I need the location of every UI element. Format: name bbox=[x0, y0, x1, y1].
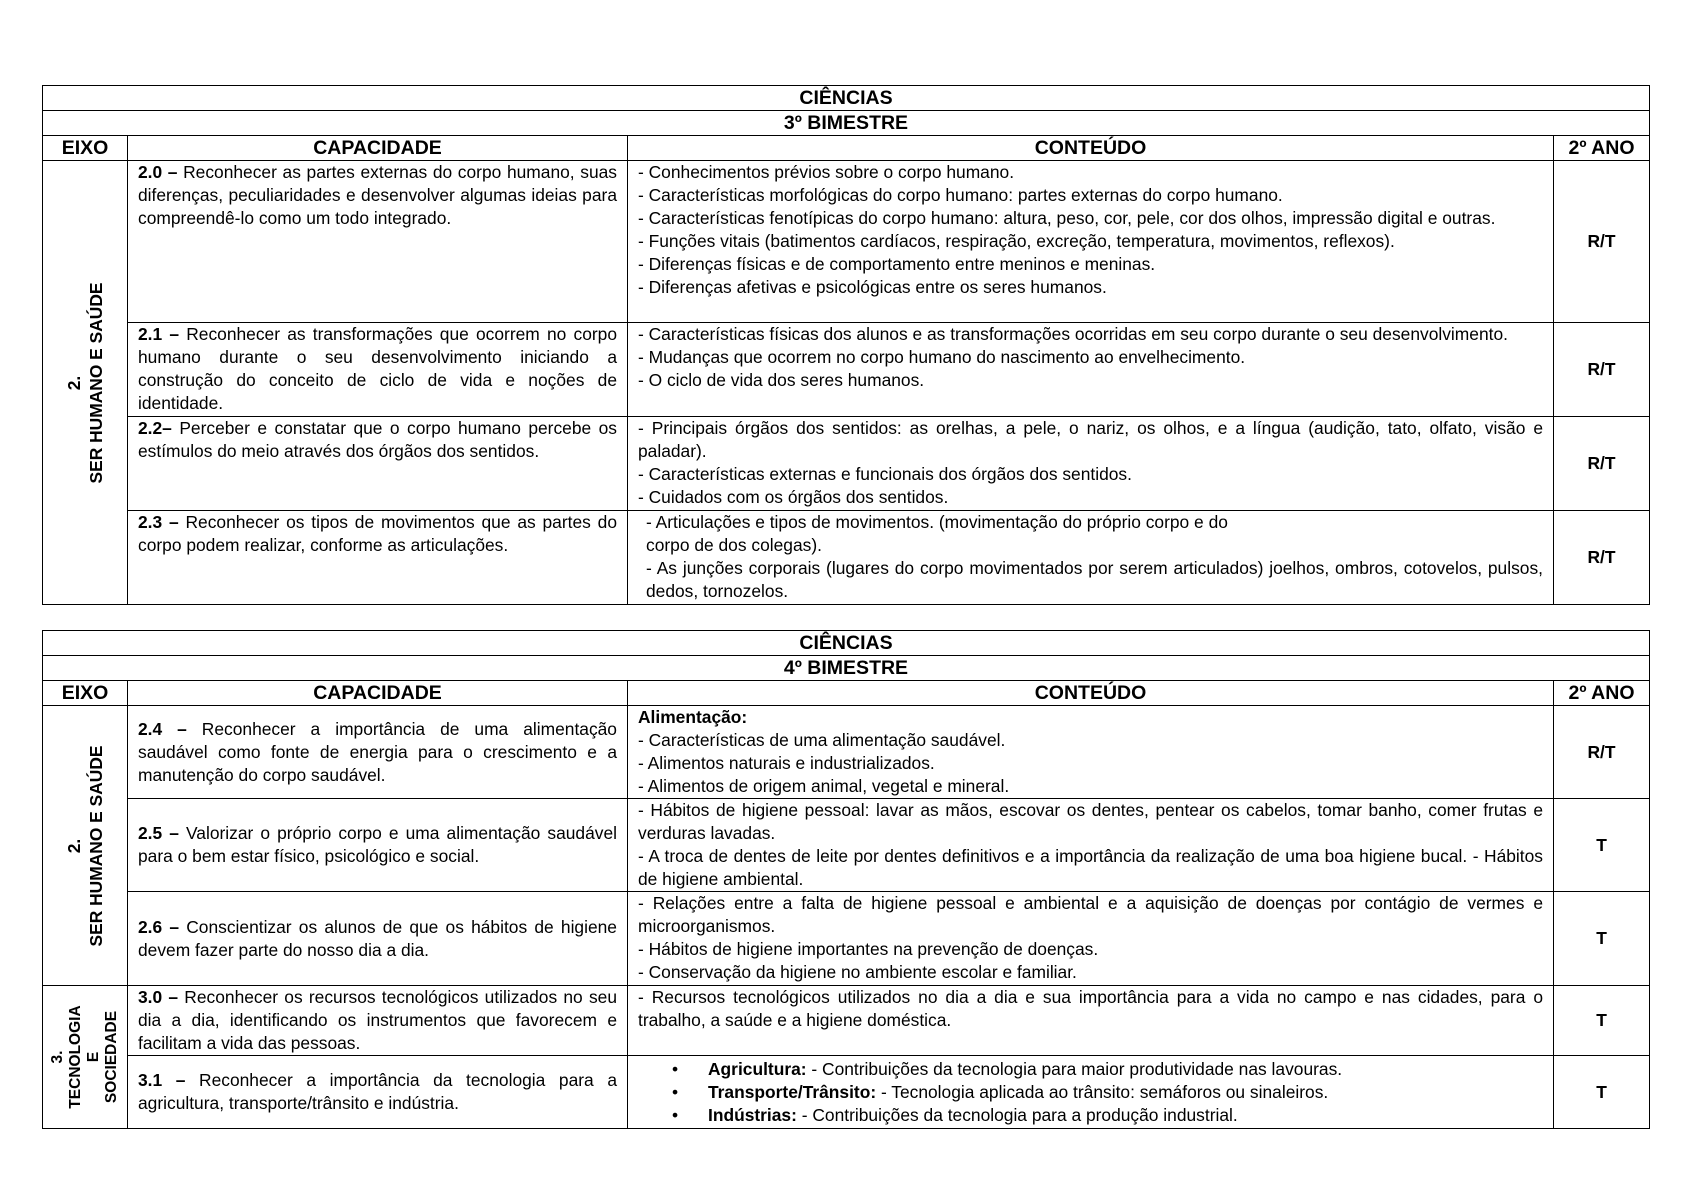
subject-title: CIÊNCIAS bbox=[43, 631, 1650, 656]
conteudo-cell: - Conhecimentos prévios sobre o corpo humano. - Características morfológicas do corpo humano: partes externas do corpo humano. - Características fenotípicas do corpo humano: altura, peso, cor, pele, cor dos olhos, impressão digital e outras. - Funções vitais (batimentos cardíacos, respiração, excreção, temperatura, movimentos, reflexos). - Diferenças físicas e de comportamento entre meninos e meninas. - Diferenças afetivas e psicológicas entre os seres humanos. bbox=[628, 161, 1554, 323]
ano-cell: T bbox=[1554, 1056, 1650, 1129]
conteudo-cell bbox=[628, 1056, 1554, 1129]
capacidade-cell: 2.5 – Valorizar o próprio corpo e uma alimentação saudável para o bem estar físico, psicológico e social. bbox=[128, 799, 628, 892]
ano-cell: T bbox=[1554, 799, 1650, 892]
ano-cell: R/T bbox=[1554, 511, 1650, 605]
ano-cell: R/T bbox=[1554, 323, 1650, 417]
capacidade-cell: 3.0 – Reconhecer os recursos tecnológicos utilizados no seu dia a dia, identificando os instrumentos que favorecem e facilitam a vida das pessoas. bbox=[128, 986, 628, 1056]
list-item: • Agricultura: - Contribuições da tecnologia para maior produtividade nas lavouras. bbox=[638, 1058, 1543, 1081]
capacidade-cell: 3.1 – Reconhecer a importância da tecnologia para a agricultura, transporte/trânsito e indústria. bbox=[128, 1056, 628, 1129]
eixo-label: 3. TECNOLOGIA E SOCIEDADE bbox=[49, 1005, 120, 1109]
table-row bbox=[43, 986, 1650, 1056]
header-capacidade: CAPACIDADE bbox=[128, 136, 628, 161]
conteudo-cell: - Relações entre a falta de higiene pessoal e ambiental e a aquisição de doenças por contágio de vermes e microorganismos. - Hábitos de higiene importantes na prevenção de doenças. - Conservação da higiene no ambiente escolar e familiar. bbox=[628, 892, 1554, 986]
eixo-label: 2. SER HUMANO E SAÚDE bbox=[64, 745, 106, 946]
capacidade-cell: 2.4 – Reconhecer a importância de uma alimentação saudável como fonte de energia para o crescimento e a manutenção do corpo saudável. bbox=[128, 706, 628, 799]
header-eixo: EIXO bbox=[43, 136, 128, 161]
ano-cell: T bbox=[1554, 892, 1650, 986]
header-ano: 2º ANO bbox=[1554, 681, 1650, 706]
header-conteudo: CONTEÚDO bbox=[628, 681, 1554, 706]
list-item: • Indústrias: - Contribuições da tecnologia para a produção industrial. bbox=[638, 1104, 1543, 1127]
subject-title: CIÊNCIAS bbox=[43, 86, 1650, 111]
header-ano: 2º ANO bbox=[1554, 136, 1650, 161]
conteudo-cell: - Hábitos de higiene pessoal: lavar as mãos, escovar os dentes, pentear os cabelos, tomar banho, comer frutas e verduras lavadas. - A troca de dentes de leite por dentes definitivos e a importância da realização de uma boa higiene bucal. - Hábitos de higiene ambiental. bbox=[628, 799, 1554, 892]
table-row bbox=[43, 161, 1650, 323]
eixo-label: 2. SER HUMANO E SAÚDE bbox=[64, 282, 106, 483]
list-item: • Transporte/Trânsito: - Tecnologia aplicada ao trânsito: semáforos ou sinaleiros. bbox=[638, 1081, 1543, 1104]
conteudo-cell: Alimentação: - Características de uma alimentação saudável. - Alimentos naturais e industrializados. - Alimentos de origem animal, vegetal e mineral. bbox=[628, 706, 1554, 799]
header-conteudo: CONTEÚDO bbox=[628, 136, 1554, 161]
table-row bbox=[43, 706, 1650, 799]
table-row bbox=[43, 799, 1650, 892]
bimestre-title: 3º BIMESTRE bbox=[43, 111, 1650, 136]
ano-cell: R/T bbox=[1554, 706, 1650, 799]
conteudo-cell: - Articulações e tipos de movimentos. (movimentação do próprio corpo e do corpo de dos colegas). - As junções corporais (lugares do corpo movimentados por serem articulados) joelhos, ombros, cotovelos, pulsos, dedos, tornozelos. bbox=[628, 511, 1554, 605]
table-4-bimestre bbox=[42, 630, 1650, 1129]
table-row bbox=[43, 892, 1650, 986]
conteudo-cell: - Principais órgãos dos sentidos: as orelhas, a pele, o nariz, os olhos, e a língua (audição, tato, olfato, visão e paladar). - Características externas e funcionais dos órgãos dos sentidos. - Cuidados com os órgãos dos sentidos. bbox=[628, 417, 1554, 511]
eixo-cell bbox=[43, 986, 128, 1129]
bimestre-title: 4º BIMESTRE bbox=[43, 656, 1650, 681]
capacidade-cell: 2.1 – Reconhecer as transformações que ocorrem no corpo humano durante o seu desenvolvimento iniciando a construção do conceito de ciclo de vida e noções de identidade. bbox=[128, 323, 628, 417]
table-3-bimestre bbox=[42, 85, 1650, 605]
ano-cell: R/T bbox=[1554, 161, 1650, 323]
header-eixo: EIXO bbox=[43, 681, 128, 706]
ano-cell: T bbox=[1554, 986, 1650, 1056]
ano-cell: R/T bbox=[1554, 417, 1650, 511]
bullet-list bbox=[638, 1058, 1543, 1127]
capacidade-cell: 2.0 – Reconhecer as partes externas do corpo humano, suas diferenças, peculiaridades e desenvolver algumas ideias para compreendê-lo como um todo integrado. bbox=[128, 161, 628, 323]
capacidade-cell: 2.3 – Reconhecer os tipos de movimentos que as partes do corpo podem realizar, conforme as articulações. bbox=[128, 511, 628, 605]
eixo-cell bbox=[43, 161, 128, 605]
eixo-cell bbox=[43, 706, 128, 986]
table-row bbox=[43, 417, 1650, 511]
conteudo-cell: - Recursos tecnológicos utilizados no dia a dia e sua importância para a vida no campo e nas cidades, para o trabalho, a saúde e a higiene doméstica. bbox=[628, 986, 1554, 1056]
table-row bbox=[43, 1056, 1650, 1129]
table-row bbox=[43, 323, 1650, 417]
capacidade-cell: 2.2– Perceber e constatar que o corpo humano percebe os estímulos do meio através dos órgãos dos sentidos. bbox=[128, 417, 628, 511]
conteudo-cell: - Características físicas dos alunos e as transformações ocorridas em seu corpo durante o seu desenvolvimento. - Mudanças que ocorrem no corpo humano do nascimento ao envelhecimento. - O ciclo de vida dos seres humanos. bbox=[628, 323, 1554, 417]
capacidade-cell: 2.6 – Conscientizar os alunos de que os hábitos de higiene devem fazer parte do nosso dia a dia. bbox=[128, 892, 628, 986]
table-row bbox=[43, 511, 1650, 605]
header-capacidade: CAPACIDADE bbox=[128, 681, 628, 706]
